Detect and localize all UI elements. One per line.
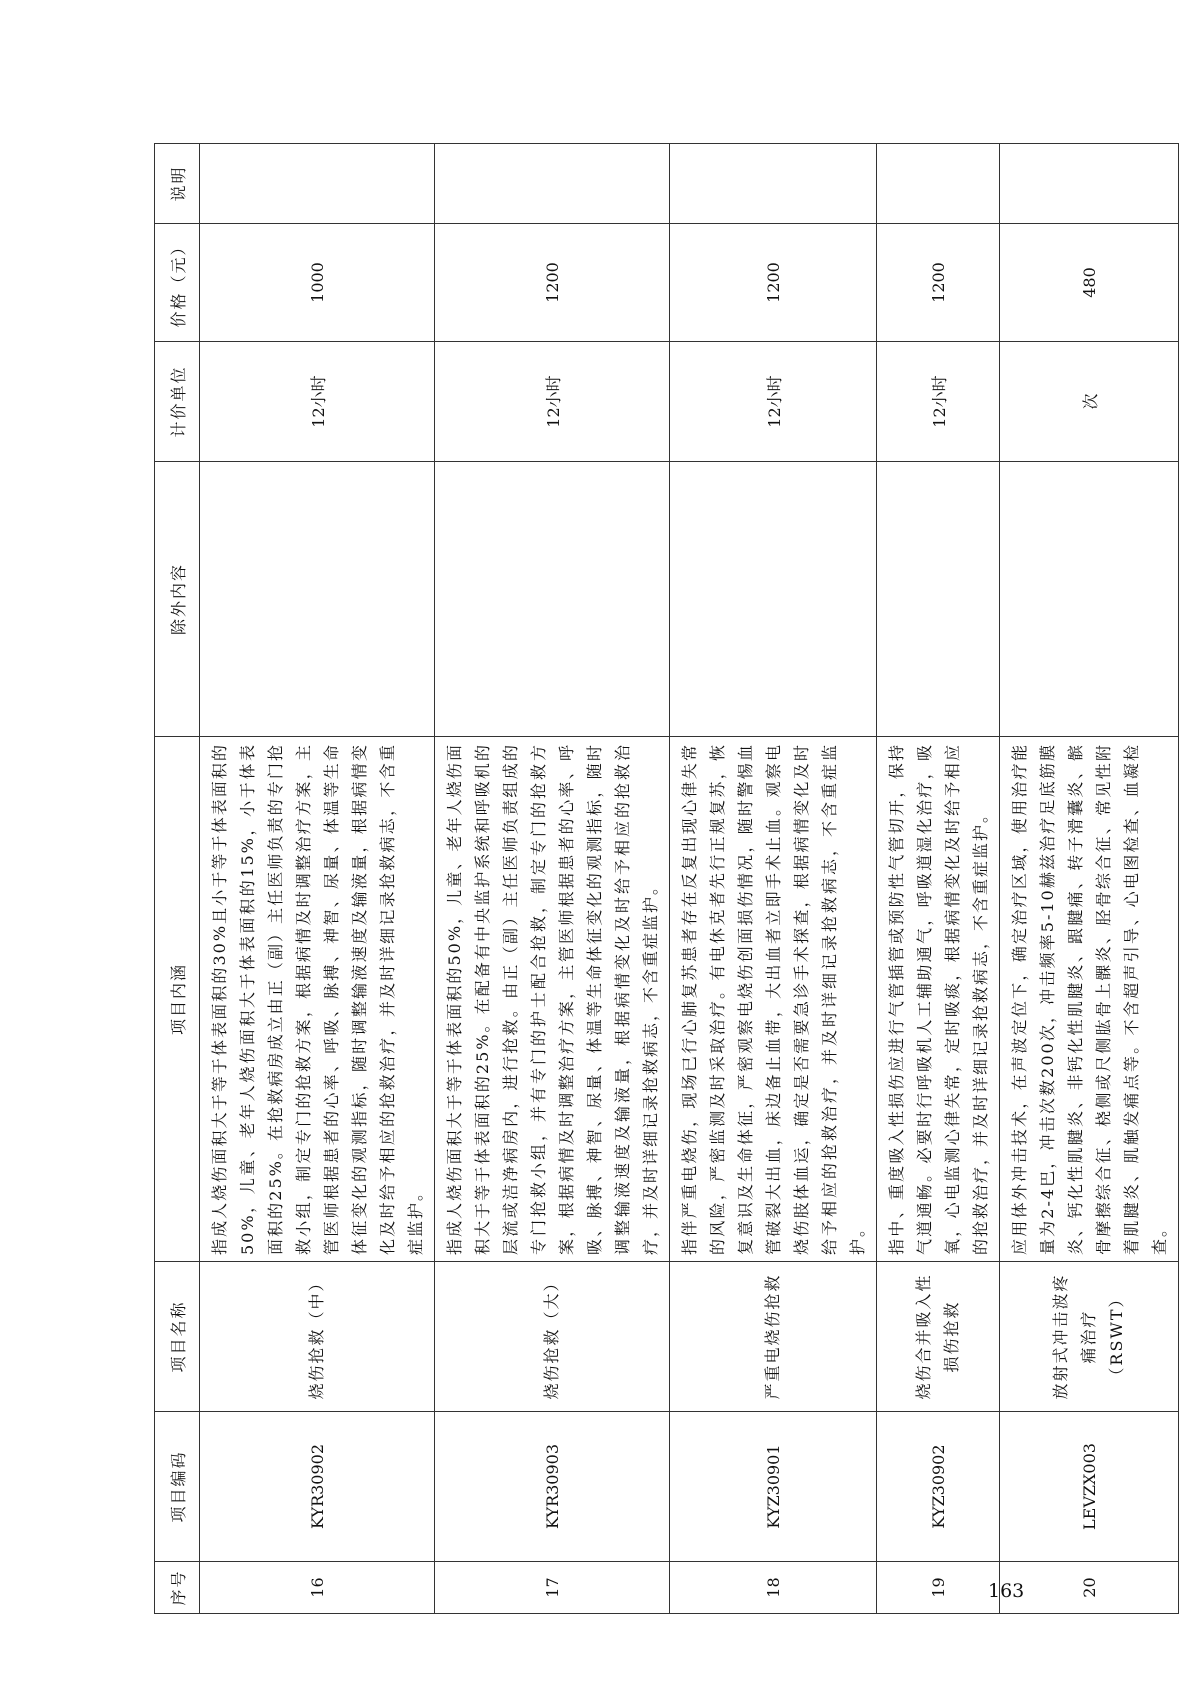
cell-unit: 12小时	[200, 342, 435, 462]
table-row	[435, 144, 670, 1614]
table-row	[200, 144, 435, 1614]
header-note: 说明	[155, 144, 200, 224]
cell-code: KYR30903	[435, 1412, 670, 1562]
rotated-table-container	[154, 144, 1169, 1614]
cell-price: 1200	[435, 224, 670, 342]
table-row	[670, 144, 877, 1614]
cell-excluded	[200, 462, 435, 737]
cell-unit: 12小时	[670, 342, 877, 462]
cell-content: 应用体外冲击技术，在声波定位下，确定治疗区域，使用治疗能量为2-4巴，冲击次数200次，冲击频率5-10赫兹治疗足底筋膜炎、钙化性肌腱炎、非钙化性肌腱炎、跟腱痛、转子滑囊炎、髌骨摩擦综合征、桡侧或尺侧肱骨上髁炎、胫骨综合征、常见性附着肌腱炎、肌触发痛点等。不含超声引导、心电图检查、血凝检查。	[1000, 737, 1179, 1262]
header-excluded: 除外内容	[155, 462, 200, 737]
cell-excluded	[670, 462, 877, 737]
header-name: 项目名称	[155, 1262, 200, 1412]
cell-note	[435, 144, 670, 224]
cell-content: 指伴严重电烧伤，现场已行心肺复苏患者存在反复出现心律失常的风险，严密监测及时采取治疗。有电休克者先行正规复苏，恢复意识及生命体征，严密观察电烧伤创面损伤情况，随时警惕血管破裂大出血，床边备止血带，大出血者立即手术止血。观察电烧伤肢体血运，确定是否需要急诊手术探查，根据病情变化及时给予相应的抢救治疗，并及时详细记录抢救病志，不含重症监护。	[670, 737, 877, 1262]
table-row	[1000, 144, 1179, 1614]
cell-code: KYZ30901	[670, 1412, 877, 1562]
cell-excluded	[1000, 462, 1179, 737]
cell-unit: 12小时	[435, 342, 670, 462]
cell-note	[670, 144, 877, 224]
cell-code: KYZ30902	[877, 1412, 1000, 1562]
cell-seq: 20	[1000, 1562, 1179, 1614]
header-seq: 序号	[155, 1562, 200, 1614]
cell-seq: 17	[435, 1562, 670, 1614]
cell-code: KYR30902	[200, 1412, 435, 1562]
cell-note	[200, 144, 435, 224]
cell-content: 指成人烧伤面积大于等于体表面积的30%且小于等于体表面积的50%，儿童、老年人烧伤面积大于体表面积的15%，小于体表面积的25%。在抢救病房成立由正（副）主任医师负责的专门抢救小组，制定专门的抢救方案，根据病情及时调整治疗方案，主管医师根据患者的心率、呼吸、脉搏、神智、尿量、体温等生命体征变化的观测指标，随时调整输液速度及输液量，根据病情变化及时给予相应的抢救治疗，并及时详细记录抢救病志，不含重症监护。	[200, 737, 435, 1262]
cell-seq: 18	[670, 1562, 877, 1614]
header-unit: 计价单位	[155, 342, 200, 462]
cell-name: 严重电烧伤抢救	[670, 1262, 877, 1412]
cell-excluded	[877, 462, 1000, 737]
cell-note	[1000, 144, 1179, 224]
header-code: 项目编码	[155, 1412, 200, 1562]
cell-name: 烧伤抢救（大）	[435, 1262, 670, 1412]
cell-code: LEVZX003	[1000, 1412, 1179, 1562]
table-row	[877, 144, 1000, 1614]
cell-note	[877, 144, 1000, 224]
cell-name: 烧伤抢救（中）	[200, 1262, 435, 1412]
cell-content: 指中、重度吸入性损伤应进行气管插管或预防性气管切开，保持气道通畅。必要时行呼吸机人工辅助通气，呼吸道湿化治疗，吸氧，心电监测心律失常，定时吸痰，根据病情变化及时给予相应的抢救治疗，并及时详细记录抢救病志，不含重症监护。	[877, 737, 1000, 1262]
cell-content: 指成人烧伤面积大于等于体表面积的50%，儿童、老年人烧伤面积大于等于体表面积的25%。在配备有中央监护系统和呼吸机的层流或洁净病房内，进行抢救。由正（副）主任医师负责组成的专门抢救小组，并有专门的护士配合抢救，制定专门的抢救方案，根据病情及时调整治疗方案，主管医师根据患者的心率、呼吸、脉搏、神智、尿量、体温等生命体征变化的观测指标，随时调整输液速度及输液量，根据病情变化及时给予相应的抢救治疗，并及时详细记录抢救病志，不含重症监护。	[435, 737, 670, 1262]
page-number: 163	[988, 1580, 1025, 1602]
cell-name: 放射式冲击波疼痛治疗（RSWT）	[1000, 1262, 1179, 1412]
cell-seq: 19	[877, 1562, 1000, 1614]
header-price: 价格（元）	[155, 224, 200, 342]
header-content: 项目内涵	[155, 737, 200, 1262]
cell-price: 1200	[670, 224, 877, 342]
price-table	[154, 143, 1179, 1614]
cell-unit: 12小时	[877, 342, 1000, 462]
cell-seq: 16	[200, 1562, 435, 1614]
cell-price: 480	[1000, 224, 1179, 342]
cell-price: 1000	[200, 224, 435, 342]
cell-price: 1200	[877, 224, 1000, 342]
cell-unit: 次	[1000, 342, 1179, 462]
cell-excluded	[435, 462, 670, 737]
table-header-row	[155, 144, 200, 1614]
cell-name: 烧伤合并吸入性损伤抢救	[877, 1262, 1000, 1412]
